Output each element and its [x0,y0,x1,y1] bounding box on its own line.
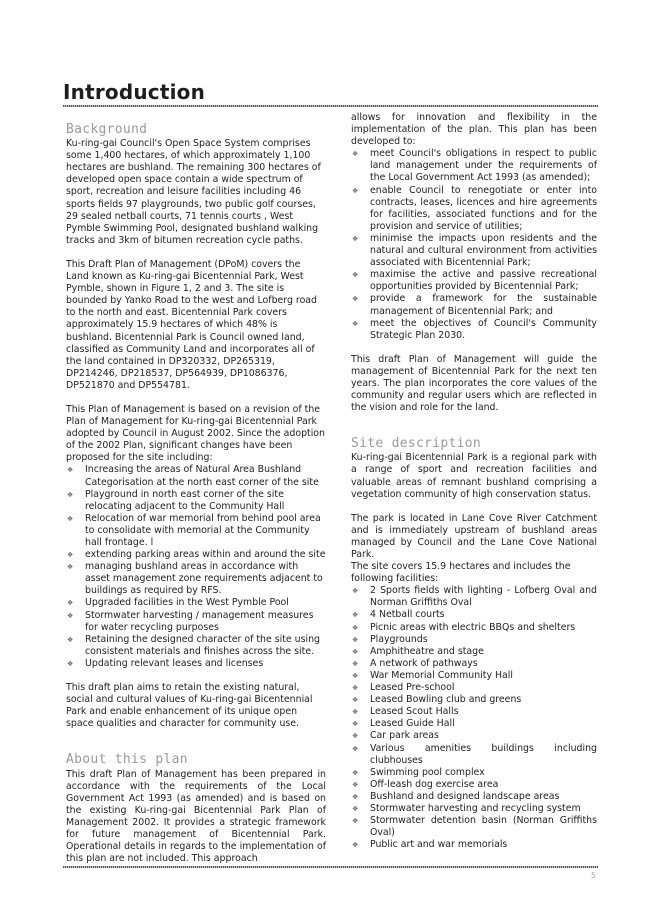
list-item: ❖ 4 Netball courts [352,609,445,621]
list-item: ❖ Stormwater harvesting / management measures for water recycling purposes [67,609,314,633]
site-paragraph-3: The site covers 15.9 hectares and includes the following facilities: [351,561,571,585]
background-paragraph-4: This draft plan aims to retain the existing natural, social and cultural values of Ku-ring-gai Bicentennial Park and enable enhancement of its unique open space qualities and character for community use. [66,682,313,730]
background-paragraph-2: This Draft Plan of Management (DPoM) covers the Land known as Ku-ring-gai Bicentennial Park, West Pymble, shown in Figure 1, 2 and 3. The site is bounded by Yanko Road to the west and Lofberg road to the north and east. Bicentennial Park covers approximately 15.9 hectares of which 48% is bushland. Bicentennial Park is Council owned land, classified as Community Land and incorporates all of the land contained in DP320332, DP265319, DP214246, DP218537, DP564939, DP1086376, DP521870 and DP554781. [66,258,317,391]
bullet-icon: ❖ [352,684,359,693]
list-item: ❖ Upgraded facilities in the West Pymble Pool [67,597,289,609]
bullet-icon: ❖ [67,490,74,499]
bullet-icon: ❖ [67,514,74,523]
list-item: ❖ Stormwater harvesting and recycling system [352,802,581,814]
list-item: ❖ Updating relevant leases and licenses [67,657,264,669]
bullet-icon: ❖ [352,623,359,632]
list-item: ❖ provide a framework for the sustainable management of Bicentennial Park; and [352,293,597,317]
site-description-heading: Site description [351,436,482,452]
list-item: ❖ Playgrounds [352,633,428,645]
bullet-icon: ❖ [352,817,359,826]
bullet-icon: ❖ [352,234,359,243]
list-item: ❖ 2 Sports fields with lighting - Lofberg Oval and Norman Griffiths Oval [352,585,597,609]
right-column [351,112,597,851]
list-item: ❖ Public art and war memorials [352,839,508,851]
about-paragraph-1: This draft Plan of Management has been prepared in accordance with the requirements of the Local Government Act 1993 (as amended) and is based on the existing Ku-ring-gai Bicentennial Park Plan of Management 2002. It provides a strategic framework for future management of Bicentennial Park. Operational details in regards to the implementation of this plan are not included. This approach [66,768,326,865]
background-paragraph-3: This Plan of Management is based on a revision of the Plan of Management for Ku-ring-gai Bicentennial Park adopted by Council in August 2002. Since the adoption of the 2002 Plan, significant changes have been proposed for the site including: [66,403,325,464]
title-divider [63,105,598,107]
list-item: ❖ War Memorial Community Hall [352,669,514,681]
list-item: ❖ Stormwater detention basin (Norman Griffiths Oval) [352,815,597,839]
list-item: ❖ Various amenities buildings including clubhouses [352,742,597,766]
list-item: ❖ Bushland and designed landscape areas [352,790,560,802]
purposes-list [351,148,597,342]
list-item: ❖ meet Council's obligations in respect to public land management under the requirements of the Local Government Act 1993 (as amended); [352,148,597,184]
list-item: ❖ Off-leash dog exercise area [352,778,499,790]
bullet-icon: ❖ [67,611,74,620]
list-item: ❖ Leased Bowling club and greens [352,694,522,706]
list-item: ❖ Playground in north east corner of the site relocating adjacent to the Community Hall [67,488,285,512]
bullet-icon: ❖ [67,599,74,608]
bullet-icon: ❖ [352,587,359,596]
page-number: 5 [591,871,596,880]
bullet-icon: ❖ [352,319,359,328]
list-item: ❖ minimise the impacts upon residents and the natural and cultural environment from activities associated with Bicentennial Park; [352,232,597,269]
bullet-icon: ❖ [352,271,359,280]
bullet-icon: ❖ [352,295,359,304]
bullet-icon: ❖ [352,744,359,753]
list-item: ❖ managing bushland areas in accordance with asset management zone requirements adjacent to buildings as required by RFS. [67,561,323,597]
about-continued-paragraph: allows for innovation and flexibility in the implementation of the plan. This plan has been developed to: [351,112,597,148]
list-item: ❖ Picnic areas with electric BBQs and shelters [352,621,576,633]
background-heading: Background [66,122,148,137]
bullet-icon: ❖ [352,659,359,668]
list-item: ❖ Leased Guide Hall [352,718,455,730]
bullet-icon: ❖ [352,792,359,801]
facilities-list [351,585,597,851]
list-item: ❖ A network of pathways [352,657,478,669]
list-item: ❖ extending parking areas within and around the site [67,549,326,561]
list-item: ❖ Car park areas [352,730,439,742]
bullet-icon: ❖ [352,647,359,656]
bullet-icon: ❖ [67,563,74,572]
footer-divider [63,866,598,868]
list-item: ❖ Increasing the areas of Natural Area Bushland Categorisation at the north east corner of the site [67,464,319,488]
bullet-icon: ❖ [352,720,359,729]
bullet-icon: ❖ [67,659,74,668]
list-item: ❖ Leased Pre-school [352,682,455,694]
bullet-icon: ❖ [352,768,359,777]
site-paragraph-1: Ku-ring-gai Bicentennial Park is a regional park with a range of sport and recreation facilities and valuable areas of remnant bushland comprising a vegetation community of high conservation status. [351,452,597,500]
bullet-icon: ❖ [352,611,359,620]
changes-list [66,464,326,670]
list-item: ❖ Relocation of war memorial from behind pool area to consolidate with memorial at the Community hall frontage. l [67,512,321,548]
list-item: ❖ Retaining the designed character of the site using consistent materials and finishes across the site. [67,633,320,657]
list-item: ❖ maximise the active and passive recreational opportunities provided by Bicentennial Park; [352,269,597,293]
bullet-icon: ❖ [352,841,359,850]
background-paragraph-1: Ku-ring-gai Council's Open Space System comprises some 1,400 hectares, of which approximately 1,100 hectares are bushland. The remaining 300 hectares of developed open space contain a wide spectrum of sport, recreation and leisure facilities including 46 sports fields 97 playgrounds, two public golf courses, 29 sealed netball courts, 71 tennis courts , West Pymble Swimming Pool, designated bushland walking tracks and 3km of bitumen recreation cycle paths. [66,138,321,246]
about-heading: About this plan [66,752,188,768]
list-item: ❖ Swimming pool complex [352,766,485,778]
list-item: ❖ Amphitheatre and stage [352,645,484,657]
bullet-icon: ❖ [67,466,74,475]
bullet-icon: ❖ [67,551,74,560]
bullet-icon: ❖ [352,696,359,705]
list-item: ❖ enable Council to renegotiate or enter into contracts, leases, licences and hire agreements for facilities, associated functions and for the provision and service of utilities; [352,184,597,232]
list-item: ❖ Leased Scout Halls [352,706,459,718]
bullet-icon: ❖ [352,186,359,195]
bullet-icon: ❖ [352,635,359,644]
bullet-icon: ❖ [352,804,359,813]
list-item: ❖ meet the objectives of Council's Community Strategic Plan 2030. [352,317,597,341]
guide-paragraph: This draft Plan of Management will guide the management of Bicentennial Park for the next ten years. The plan incorporates the core values of the community and regular users which are reflected in the vision and role for the land. [351,353,597,414]
bullet-icon: ❖ [352,150,359,159]
bullet-icon: ❖ [352,780,359,789]
bullet-icon: ❖ [352,732,359,741]
bullet-icon: ❖ [352,708,359,717]
bullet-icon: ❖ [67,635,74,644]
site-paragraph-2: The park is located in Lane Cove River Catchment and is immediately upstream of bushland areas managed by Council and the Lane Cove National Park. [351,512,597,560]
page-title: Introduction [63,80,206,104]
left-column [66,112,326,877]
bullet-icon: ❖ [352,671,359,680]
